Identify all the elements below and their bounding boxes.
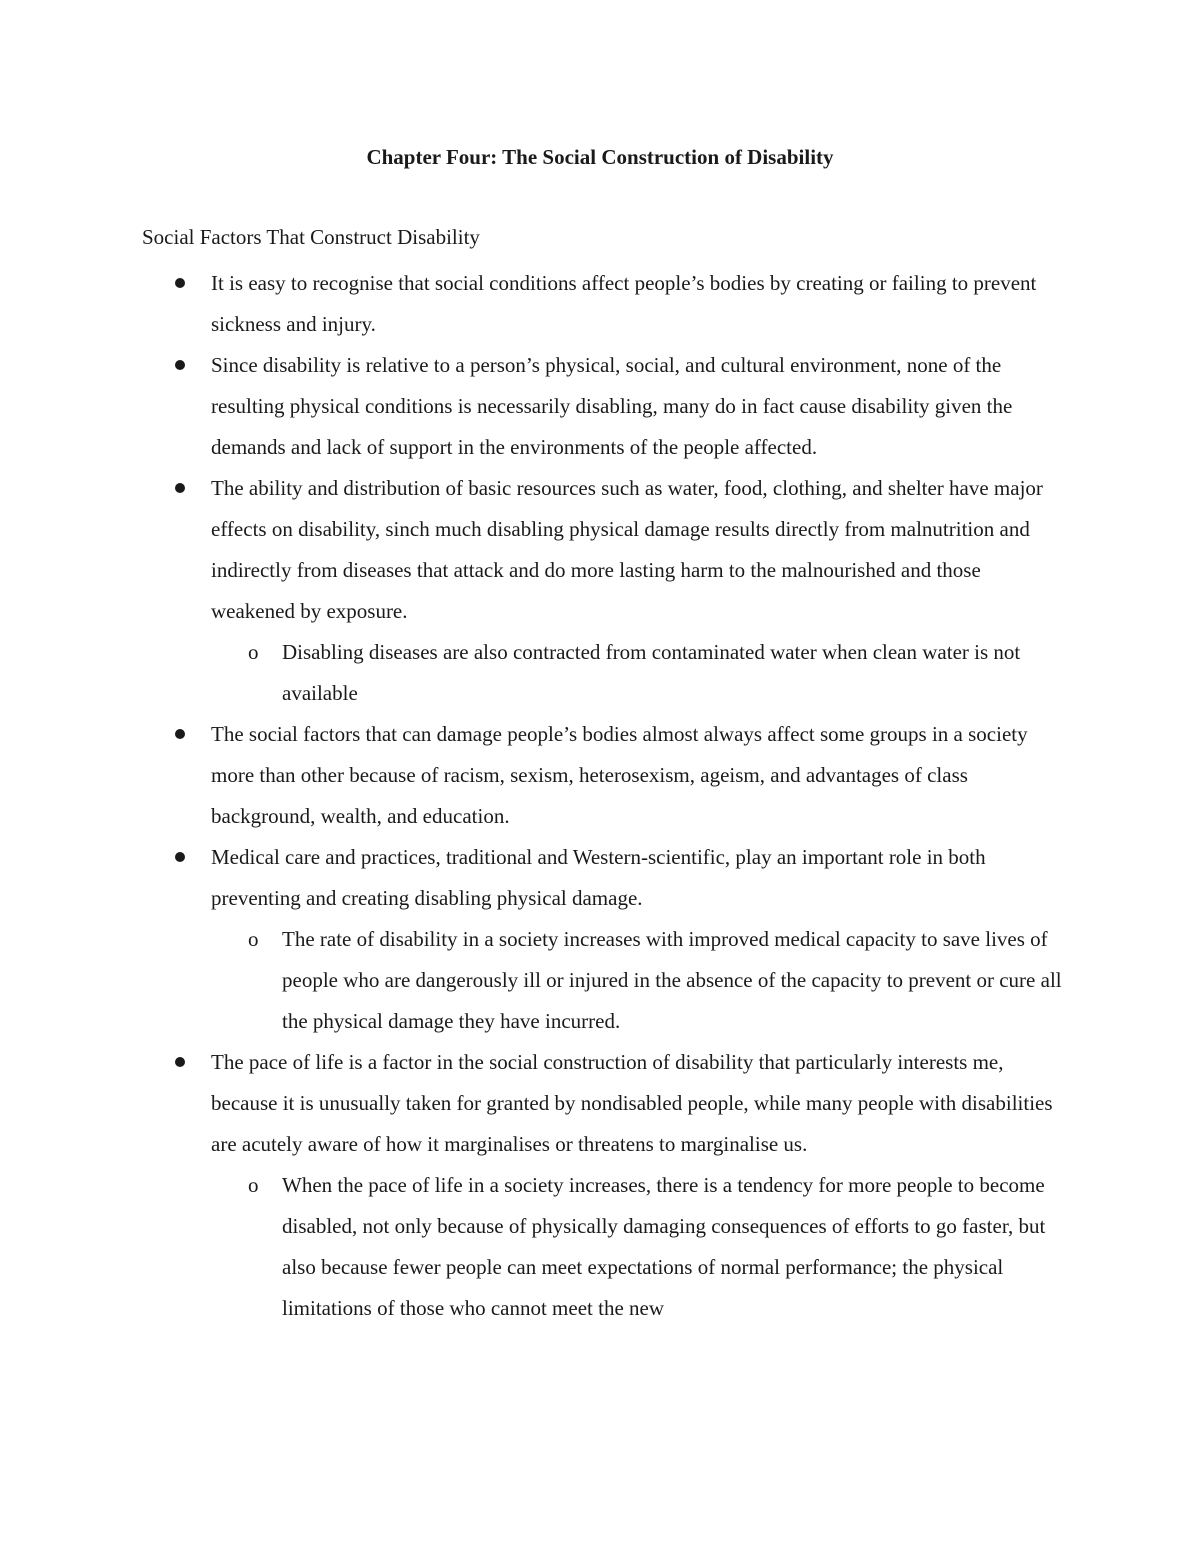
list-item-text: The pace of life is a factor in the social construction of disability that particularly interests me, because it is unusually taken for granted by nondisabled people, while many people with disabilities are acutely aware of how it marginalises or threatens to marginalise us. bbox=[211, 1050, 1053, 1156]
list-item-text: Medical care and practices, traditional and Western-scientific, play an important role in both preventing and creating disabling physical damage. bbox=[211, 845, 986, 910]
bullet-circle-icon: o bbox=[248, 640, 259, 664]
list-item-text: Disabling diseases are also contracted from contaminated water when clean water is not available bbox=[282, 640, 1021, 705]
sub-list-item bbox=[0, 632, 1062, 714]
bullet-disc-icon bbox=[175, 852, 185, 862]
page-title: Chapter Four: The Social Construction of Disability bbox=[366, 145, 834, 169]
bullet-disc-icon bbox=[175, 483, 185, 493]
list-item-text: The social factors that can damage people’s bodies almost always affect some groups in a society more than other because of racism, sexism, heterosexism, ageism, and advantages of class background, wealth, and education. bbox=[211, 722, 1028, 828]
list-item bbox=[0, 837, 1060, 919]
list-item bbox=[0, 1042, 1060, 1165]
list-item-text: The rate of disability in a society increases with improved medical capacity to save lives of people who are dangerously ill or injured in the absence of the capacity to prevent or cure all the physical damage they have incurred. bbox=[282, 927, 1062, 1033]
section-heading: Social Factors That Construct Disability bbox=[142, 225, 480, 249]
bullet-disc-icon bbox=[175, 278, 185, 288]
bullet-disc-icon bbox=[175, 360, 185, 370]
list-item bbox=[0, 468, 1060, 632]
sub-list-item bbox=[0, 919, 1062, 1042]
bullet-disc-icon bbox=[175, 1057, 185, 1067]
bullet-disc-icon bbox=[175, 729, 185, 739]
list-item-text: When the pace of life in a society increases, there is a tendency for more people to become disabled, not only because of physically damaging consequences of efforts to go faster, but also because fewer people can meet expectations of normal performance; the physical limitations of those who cannot meet the new bbox=[282, 1173, 1046, 1320]
bullet-list bbox=[0, 263, 1200, 1329]
list-item bbox=[0, 714, 1060, 837]
bullet-circle-icon: o bbox=[248, 927, 259, 951]
list-item bbox=[0, 263, 1060, 345]
list-item bbox=[0, 345, 1060, 468]
list-item-text: The ability and distribution of basic resources such as water, food, clothing, and shelter have major effects on disability, sinch much disabling physical damage results directly from malnutrition and indirectly from diseases that attack and do more lasting harm to the malnourished and those weakened by exposure. bbox=[211, 476, 1043, 623]
sub-list-item bbox=[0, 1165, 1062, 1329]
bullet-circle-icon: o bbox=[248, 1173, 259, 1197]
list-item-text: It is easy to recognise that social conditions affect people’s bodies by creating or failing to prevent sickness and injury. bbox=[211, 271, 1037, 336]
list-item-text: Since disability is relative to a person’s physical, social, and cultural environment, none of the resulting physical conditions is necessarily disabling, many do in fact cause disability given the demands and lack of support in the environments of the people affected. bbox=[211, 353, 1013, 459]
